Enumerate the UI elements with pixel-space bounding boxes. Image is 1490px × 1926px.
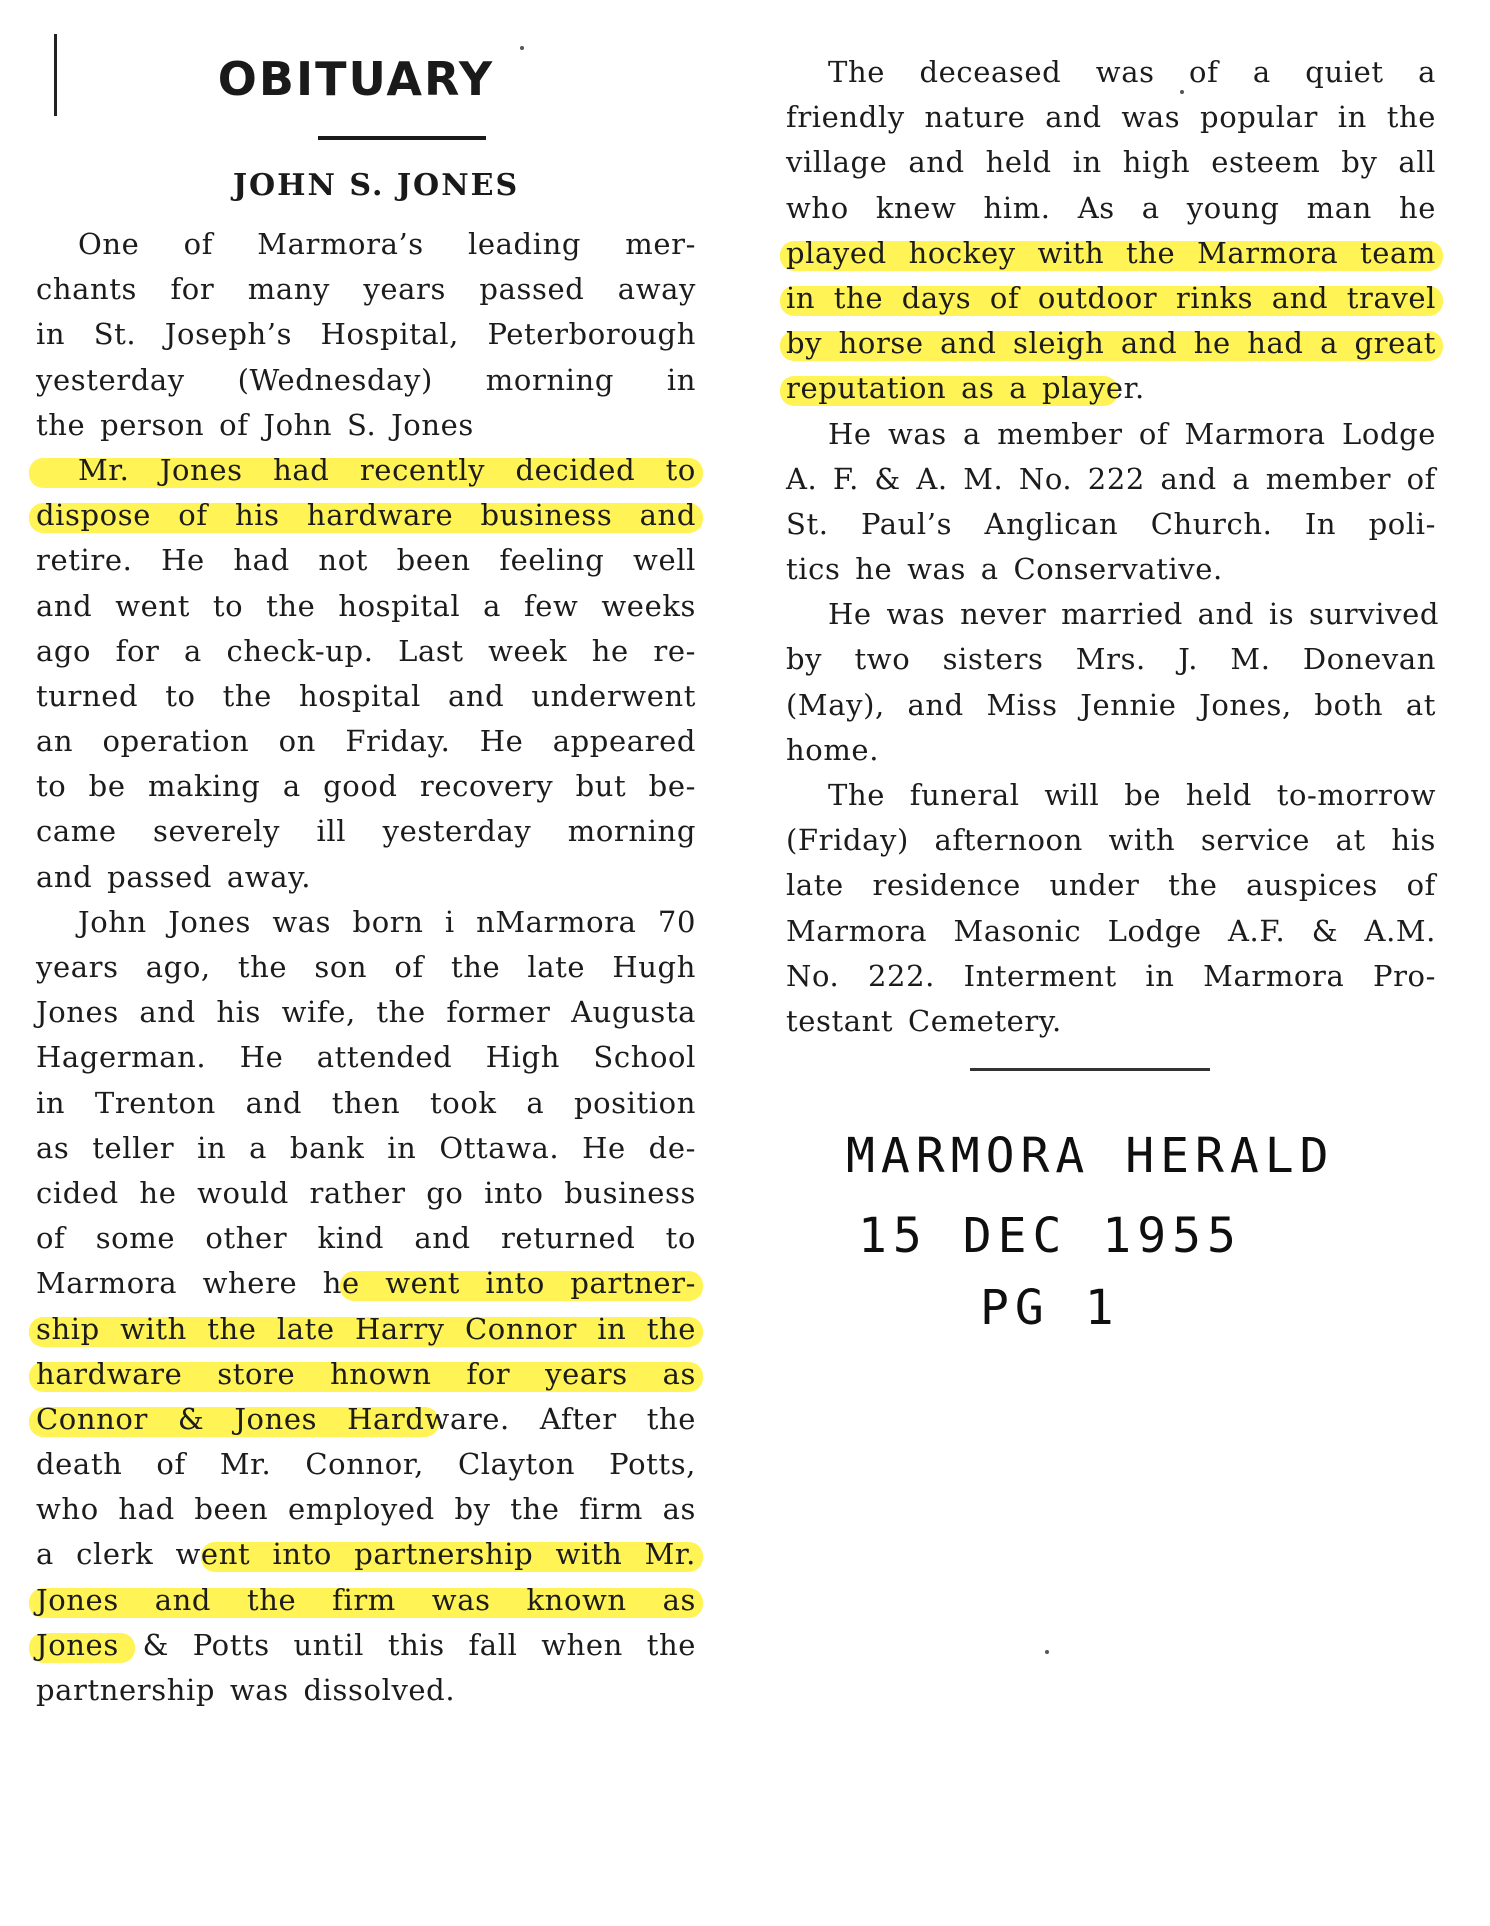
text-line	[786, 140, 1436, 185]
text-line	[786, 909, 1436, 954]
text-line-content: home.	[786, 732, 880, 767]
text-line-content: Jones and the firm was known as	[36, 1582, 696, 1617]
text-line-content: (May), and Miss Jennie Jones, both at	[786, 687, 1436, 722]
text-line	[36, 1081, 696, 1126]
end-rule	[970, 1068, 1210, 1071]
text-line-content: Hagerman. He attended High School	[36, 1040, 696, 1075]
column-rule	[54, 34, 57, 116]
text-line	[786, 95, 1436, 140]
text-line-content: Mr. Jones had recently decided to	[78, 452, 696, 487]
text-line	[36, 945, 696, 990]
text-line-content: No. 222. Interment in Marmora Pro-	[786, 958, 1436, 993]
text-line	[786, 728, 1436, 773]
text-line-content: John Jones was born i nMarmora 70	[78, 904, 696, 939]
text-line-content: who had been employed by the firm as	[36, 1492, 696, 1527]
handwritten-date: 15 DEC 1955	[858, 1208, 1242, 1264]
text-line-content: Marmora where he went into partner-	[36, 1266, 696, 1301]
text-line-content: as teller in a bank in Ottawa. He de-	[36, 1130, 696, 1165]
text-line-content: One of Marmora’s leading mer-	[78, 227, 696, 261]
text-line	[36, 855, 696, 900]
text-line	[36, 1397, 696, 1442]
text-line-content: in Trenton and then took a position	[36, 1085, 696, 1120]
text-line-content: village and held in high esteem by all	[786, 145, 1436, 180]
text-line	[36, 900, 696, 945]
text-line	[36, 1623, 696, 1668]
text-line	[786, 999, 1436, 1044]
text-line	[36, 267, 696, 312]
speck	[1045, 1650, 1049, 1654]
speck	[520, 46, 524, 50]
text-line	[786, 321, 1436, 366]
text-line	[786, 818, 1436, 863]
text-line	[36, 1126, 696, 1171]
text-line	[786, 637, 1436, 682]
text-line-content: A. F. & A. M. No. 222 and a member of	[786, 461, 1436, 496]
handwritten-page: PG 1	[980, 1280, 1120, 1336]
text-line	[36, 1487, 696, 1532]
text-line	[36, 538, 696, 583]
text-line-content: played hockey with the Marmora team	[786, 235, 1436, 270]
text-line	[786, 231, 1436, 276]
text-line-content: yesterday (Wednesday) morning in	[36, 362, 696, 397]
text-line-content: Marmora Masonic Lodge A.F. & A.M.	[786, 913, 1436, 948]
text-line	[786, 502, 1436, 547]
text-line	[786, 50, 1436, 95]
text-line	[36, 1216, 696, 1261]
text-line	[36, 1035, 696, 1080]
text-line-content: and went to the hospital a few weeks	[36, 588, 696, 623]
text-line-content: He was never married and is survived	[828, 597, 1439, 632]
text-line	[36, 1668, 696, 1713]
deceased-name: JOHN S. JONES	[232, 168, 520, 203]
right-column-text	[786, 50, 1439, 1044]
text-line-content: in St. Joseph’s Hospital, Peterborough	[36, 317, 696, 352]
text-line-content: cided he would rather go into business	[36, 1175, 696, 1210]
text-line-content: a clerk went into partnership with Mr.	[36, 1537, 696, 1572]
text-line-content: came severely ill yesterday morning	[36, 814, 696, 849]
text-line-content: turned to the hospital and underwent	[36, 678, 696, 713]
text-line	[36, 358, 696, 403]
text-line	[786, 683, 1436, 728]
text-line-content: St. Paul’s Anglican Church. In poli-	[786, 506, 1436, 541]
text-line-content: of some other kind and returned to	[36, 1221, 696, 1256]
left-column-text	[36, 222, 696, 1713]
text-line-content: Connor & Jones Hardware. After the	[36, 1401, 696, 1436]
text-line-content: reputation as a player.	[786, 371, 1145, 406]
text-line	[36, 1261, 696, 1306]
text-line	[786, 276, 1436, 321]
text-line-content: ship with the late Harry Connor in the	[36, 1311, 696, 1346]
text-line	[36, 809, 696, 854]
text-line	[36, 674, 696, 719]
text-line	[36, 1578, 696, 1623]
text-line-content: Jones & Potts until this fall when the	[36, 1627, 696, 1662]
speck	[1180, 90, 1184, 94]
text-line-content: The funeral will be held to-morrow	[828, 778, 1436, 812]
text-line-content: (Friday) afternoon with service at his	[786, 823, 1436, 858]
text-line	[36, 629, 696, 674]
text-line-content: and passed away.	[36, 859, 312, 894]
text-line-content: death of Mr. Connor, Clayton Potts,	[36, 1447, 696, 1482]
text-line-content: years ago, the son of the late Hugh	[36, 950, 696, 984]
handwritten-source: MARMORA HERALD	[846, 1128, 1335, 1184]
text-line	[36, 493, 696, 538]
text-line-content: who knew him. As a young man he	[786, 190, 1436, 225]
text-line	[36, 1171, 696, 1216]
text-line	[36, 403, 696, 448]
text-line-content: to be making a good recovery but be-	[36, 769, 696, 804]
text-line	[786, 457, 1436, 502]
text-line-content: retire. He had not been feeling well	[36, 543, 696, 578]
text-line-content: The deceased was of a quiet a	[828, 55, 1436, 89]
text-line-content: Jones and his wife, the former Augusta	[36, 995, 696, 1030]
text-line-content: He was a member of Marmora Lodge	[828, 416, 1436, 451]
text-line	[36, 222, 696, 267]
text-line	[36, 719, 696, 764]
text-line-content: chants for many years passed away	[36, 272, 696, 307]
text-line	[786, 186, 1436, 231]
text-line-content: in the days of outdoor rinks and travel	[786, 280, 1436, 315]
text-line	[36, 1352, 696, 1397]
text-line	[786, 863, 1436, 908]
obituary-title: OBITUARY	[217, 52, 495, 106]
text-line-content: late residence under the auspices of	[786, 868, 1436, 903]
text-line	[36, 990, 696, 1035]
text-line-content: dispose of his hardware business and	[36, 498, 696, 533]
text-line-content: tics he was a Conservative.	[786, 552, 1223, 587]
text-line	[786, 773, 1436, 818]
text-line	[786, 547, 1436, 592]
text-line	[786, 954, 1436, 999]
text-line	[786, 592, 1439, 637]
text-line	[786, 412, 1436, 457]
text-line-content: the person of John S. Jones	[36, 407, 474, 442]
text-line	[36, 764, 696, 809]
text-line-content: by horse and sleigh and he had a great	[786, 326, 1436, 361]
text-line	[36, 1307, 696, 1352]
text-line-content: hardware store hnown for years as	[36, 1356, 696, 1391]
text-line-content: by two sisters Mrs. J. M. Donevan	[786, 642, 1436, 677]
text-line	[36, 584, 696, 629]
text-line	[786, 366, 1436, 411]
text-line-content: ago for a check-up. Last week he re-	[36, 633, 696, 668]
text-line	[36, 448, 696, 493]
text-line	[36, 1442, 696, 1487]
text-line	[36, 312, 696, 357]
text-line-content: testant Cemetery.	[786, 1003, 1062, 1038]
text-line-content: friendly nature and was popular in the	[786, 100, 1436, 135]
text-line	[36, 1532, 696, 1577]
text-line-content: an operation on Friday. He appeared	[36, 724, 696, 759]
text-line-content: partnership was dissolved.	[36, 1673, 456, 1707]
title-underline	[318, 136, 486, 140]
